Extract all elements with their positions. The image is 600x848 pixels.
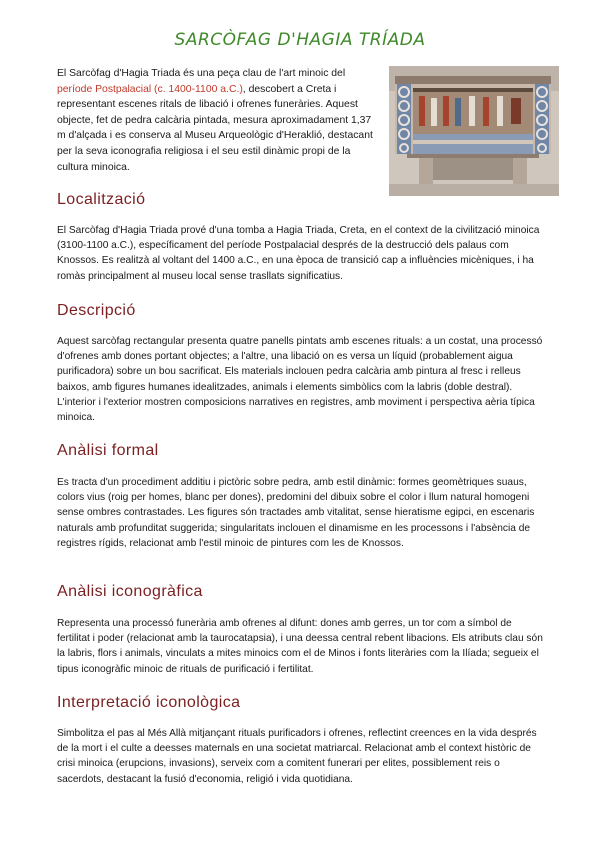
section-body-analisi-formal: Es tracta d'un procediment additiu i pictòric sobre pedra, amb estil dinàmic: formes geomètriques suaus, colors vius (roig per homes, blanc per dones), predomini del dibuix sobre el color i llum natural homogeni sense ombres contrastades. Les figures són tractades amb vitalitat, sense hieratisme egipci, en escenaris naturals amb profunditat suggerida; singularitats inclouen el dinamisme en les processons i l'absència de registres rígids, relacionat amb l'estil minoic de pintures com les de Knossos.	[57, 477, 535, 549]
section-heading-localitzacio: Localització	[57, 191, 146, 208]
period-link[interactable]: període Postpalacial (c. 1400-1100 a.C.)	[57, 83, 243, 95]
intro-text-after: , descobert a Creta i representant escenes ritals de libació i ofrenes funeràries. Aquest objecte, fet de pedra calcària pintada, mesura aproximadament 1,37 m d'alçada i es conserva al Museu Arqueològic d'Heraklió, destacant per la seva iconografia religiosa i el seu estil dinàmic propi de la cultura minoica.	[57, 83, 373, 173]
section-body-interpretacio-iconologica: Simbolitza el pas al Més Allà mitjançant rituals purificadors i ofrenes, reflectint creences en la vida després de la mort i el culte a deesses maternals en una societat matriarcal. Relacionat amb el context històric de crisi minoica (erupcions, invasions), serveix com a comitent funerari per elites, possiblement reis o sacerdots, destacant la fusió d'economia, religió i vida quotidiana.	[57, 728, 537, 785]
sarcophagus-image	[389, 66, 559, 196]
section-body-analisi-iconografica: Representa una processó funerària amb ofrenes al difunt: dones amb gerres, un tor com a símbol de fertilitat i poder (relacionat amb la taurocatapsia), i una deessa central rebent libacions. Els atributs clau són la labris, flors i animals, vinculats a mites minoics com el de Minos i fonts literàries com la Ilíada; segueix el tipus iconogràfic minoic de rituals de purificació i fertilitat.	[57, 618, 543, 675]
intro-text-before: El Sarcòfag d'Hagia Triada és una peça clau de l'art minoic del	[57, 68, 346, 79]
section-heading-descripcio: Descripció	[57, 302, 136, 319]
section-body-localitzacio: El Sarcòfag d'Hagia Triada prové d'una tomba a Hagia Triada, Creta, en el context de la civilització minoica (3100-1100 a.C.), específicament del període Postpalacial després de la destrucció dels palaus com Knossos. Es realitzà al voltant del 1400 a.C., en una època de transició cap a influències micèniques, i ha romàs principalment al museu local sense trasllats significatius.	[57, 225, 540, 282]
sarcophagus-photo	[389, 66, 559, 196]
page-title: SARCÒFAG D'HAGIA TRÍADA	[174, 30, 426, 50]
intro-paragraph	[57, 66, 373, 175]
section-heading-analisi-formal: Anàlisi formal	[57, 442, 159, 459]
section-heading-analisi-iconografica: Anàlisi iconogràfica	[57, 583, 203, 600]
section-body-descripcio: Aquest sarcòfag rectangular presenta quatre panells pintats amb escenes rituals: a un costat, una processó d'ofrenes amb dones portant objectes; a l'altre, una libació on es versa un líquid (probablement aigua purificadora) sobre un bou sacrificat. Els materials inclouen pedra calcària amb pintura al fresc i relleus baixos, amb figures humanes idealitzades, animals i elements simbòlics com la labris (doble destral). L'interior i l'exterior mostren composicions narratives en registres, amb moviment i perspectiva aèria típica minoica.	[57, 336, 543, 424]
section-heading-interpretacio-iconologica: Interpretació iconològica	[57, 694, 241, 711]
